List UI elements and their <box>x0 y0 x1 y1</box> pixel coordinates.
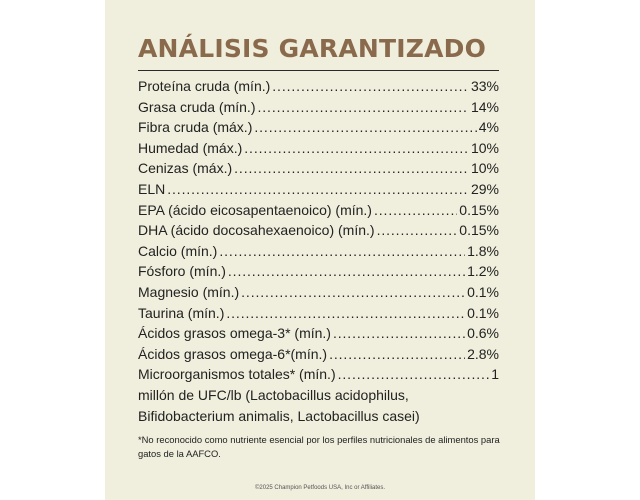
dot-leader <box>167 179 469 200</box>
nutrient-value: 4% <box>478 119 499 136</box>
analysis-row <box>138 200 499 221</box>
panel-title: ANÁLISIS GARANTIZADO <box>138 34 487 63</box>
microorganisms-description: millón de UFC/lb (Lactobacillus acidophilus, Bifidobacterium animalis, Lactobacillus casei) <box>138 386 420 424</box>
title-divider <box>138 70 499 71</box>
analysis-table <box>138 76 499 426</box>
analysis-row <box>138 117 499 138</box>
nutrient-value: 14% <box>470 98 499 115</box>
nutrient-name: Calcio (mín.) <box>138 242 218 259</box>
nutrient-value: 0.15% <box>459 222 499 239</box>
nutrient-name: Fósforo (mín.) <box>138 263 226 280</box>
nutrient-value: 33% <box>470 78 499 94</box>
nutrient-value: 0.15% <box>459 201 499 218</box>
dot-leader <box>254 117 476 138</box>
analysis-row <box>138 364 499 385</box>
nutrient-name: DHA (ácido docosahexaenoico) (mín.) <box>138 222 375 239</box>
nutrient-name: Cenizas (máx.) <box>138 160 233 177</box>
nutrient-value: 1.8% <box>467 242 499 259</box>
nutrient-value: 1 <box>491 366 499 383</box>
dot-leader <box>257 97 468 118</box>
nutrient-value: 10% <box>470 139 499 156</box>
analysis-row <box>138 158 499 179</box>
nutrient-name: Ácidos grasos omega-3* (mín.) <box>138 325 331 342</box>
nutrient-name: Magnesio (mín.) <box>138 283 240 300</box>
dot-leader <box>329 344 465 365</box>
nutrient-name: Microorganismos totales* (mín.) <box>138 366 336 383</box>
analysis-row <box>138 282 499 303</box>
analysis-row <box>138 220 499 241</box>
nutrient-value: 1.2% <box>467 263 499 280</box>
footnote: *No reconocido como nutriente esencial por los perfiles nutricionales de alimentos para gatos de la AAFCO. <box>138 434 500 459</box>
nutrient-value: 29% <box>470 180 499 197</box>
nutrient-name: Grasa cruda (mín.) <box>138 98 256 115</box>
nutrient-name: Taurina (mín.) <box>138 304 225 321</box>
nutrient-name: EPA (ácido eicosapentaenoico) (mín.) <box>138 201 372 218</box>
dot-leader <box>219 241 465 262</box>
nutrient-value: 2.8% <box>467 345 499 362</box>
analysis-row <box>138 261 499 282</box>
dot-leader <box>333 323 465 344</box>
analysis-row <box>138 303 499 324</box>
analysis-row <box>138 344 499 365</box>
dot-leader <box>272 76 469 97</box>
nutrient-name: Fibra cruda (máx.) <box>138 119 253 136</box>
dot-leader <box>226 303 465 324</box>
analysis-row <box>138 179 499 200</box>
dot-leader <box>234 158 469 179</box>
nutrient-value: 10% <box>470 160 499 177</box>
nutrient-value: 0.6% <box>467 325 499 342</box>
analysis-row <box>138 323 499 344</box>
nutrient-value: 0.1% <box>467 304 499 321</box>
analysis-row <box>138 241 499 262</box>
analysis-row <box>138 97 499 118</box>
nutrient-name: Proteína cruda (mín.) <box>138 78 271 94</box>
nutrient-name: ELN <box>138 180 166 197</box>
dot-leader <box>244 138 469 159</box>
copyright-notice: ©2025 Champion Petfoods USA, Inc or Affiliates. <box>254 485 386 491</box>
nutrient-name: Humedad (máx.) <box>138 139 243 156</box>
guaranteed-analysis-panel <box>105 0 535 500</box>
dot-leader <box>374 200 457 221</box>
dot-leader <box>377 220 458 241</box>
nutrient-value: 0.1% <box>467 283 499 300</box>
analysis-row <box>138 138 499 159</box>
nutrient-name: Ácidos grasos omega-6*(mín.) <box>138 345 328 362</box>
dot-leader <box>338 364 490 385</box>
analysis-row <box>138 76 499 97</box>
dot-leader <box>241 282 465 303</box>
dot-leader <box>228 261 465 282</box>
